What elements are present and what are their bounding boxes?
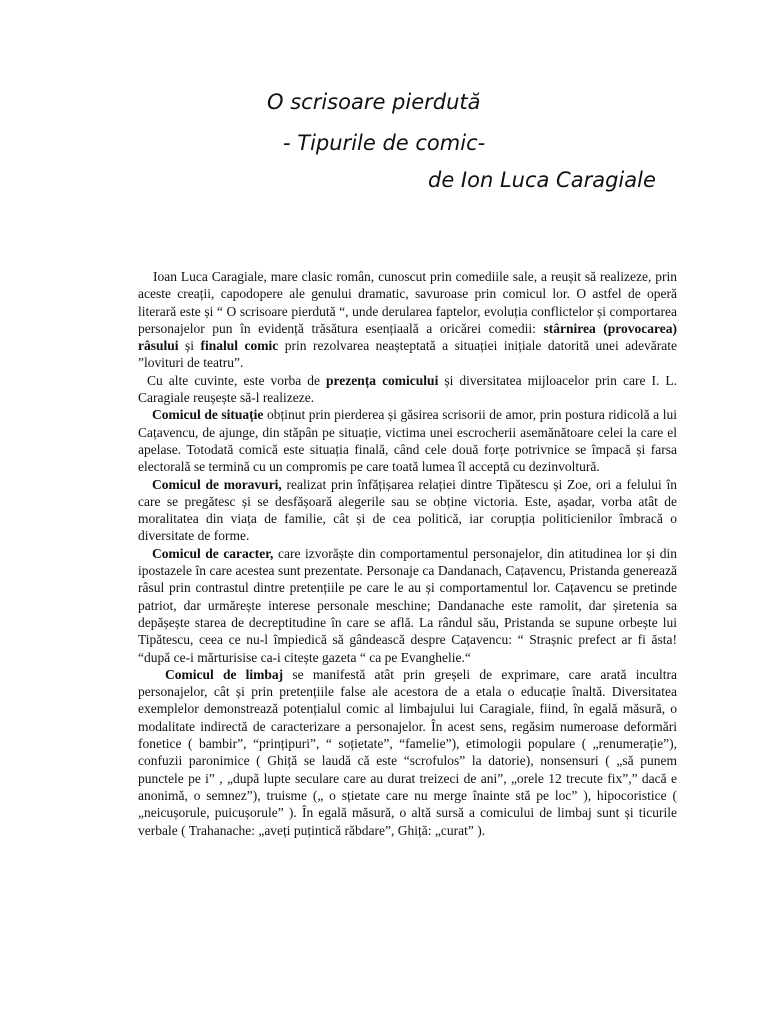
text-run: Ioan Luca Caragiale, mare clasic român, cunoscut prin comediile sale, a reușit să realizeze, prin aceste creații, capodopere ale genului dramatic, savuroase prin comicul lor. O astfel de operă literară este și “ O scrisoare pierdută “, unde derularea faptelor, evoluția conflictelor și comportarea personajelor pun în evidență trăsătura esențiaală a oricărei comedii:: [138, 269, 677, 336]
paragraph-moral-comic: [138, 476, 677, 545]
bold-term: finalul comic: [200, 338, 279, 354]
bold-term: Comicul de situație: [152, 407, 264, 423]
text-run: realizat prin înfățișarea relației dintre Tipătescu și Zoe, ori a felului în care se pregătesc și se desfășoară alegerile sau se obține victoria. Este, așadar, vorba atât de moralitatea din viața de familie, cât și de cea politică, iar corupția politicienilor îmbracă o diversitate de forme.: [138, 476, 677, 544]
text-run: obținut prin pierderea și găsirea scrisorii de amor, prin postura ridicolă a lui Cațavencu, de ajunge, din stăpân pe situație, victima unei escrocherii asemănătoare celei la care el apelase. Totodată comică este situația finală, când cele două forțe potrivnice se împacă și farsa electorală se termină cu un compromis pe care toată lumea îl acceptă cu dezinvoltură.: [138, 407, 677, 475]
text-run: și: [178, 338, 201, 354]
text-run: și diversitatea mijloacelor prin care I. L. Caragiale reușește să-l realizeze.: [138, 372, 677, 406]
text-run: prin rezolvarea neașteptată a situației inițiale datorită unei adevărate ”lovituri de teatru”.: [138, 338, 677, 371]
essay-body: [138, 268, 677, 839]
paragraph-comic-presence: [138, 372, 677, 407]
text-run: Cu alte cuvinte, este vorba de: [147, 372, 327, 388]
title-line-1: O scrisoare pierdută: [267, 90, 481, 114]
paragraph-character-comic: [138, 545, 677, 666]
paragraph-language-comic: [138, 666, 677, 839]
title-author-line: de Ion Luca Caragiale: [428, 168, 656, 192]
bold-term: Comicul de moravuri,: [152, 476, 282, 492]
bold-term: Comicul de caracter,: [152, 545, 274, 561]
bold-term: stârnirea (provocarea) râsului: [138, 320, 677, 354]
text-run: se manifestă atât prin greșeli de exprimare, care arată incultra personajelor, cât și prin pretențiile false ale acestora de a etala o educație înaltă. Diversitatea exemplelor demonstrează potențialul comic al limbajului lui Caragiale, fiind, în egală măsură, o modalitate indirectă de caracterizare a personajelor. În acest sens, regăsim numeroase deformări fonetice ( bambir”, “prințipuri”, “ soțietate”, “famelie”), etimologii populare ( „renumerație”), confuzii paronimice ( Ghiță se laudă că este “scrofulos” la datorie), nonsensuri ( „să punem punctele pe i” , „după lupte seculare care au durat treizeci de ani”, „orele 12 trecute fix”,” dacă e anonimă, o semnez”), truisme („ o sțietate care nu merge înainte stă pe loc” ), hipocoristice ( „neicușorule, puicușorule” ). În egală măsură, o altă sursă a comicului de limbaj sunt și ticurile verbale ( Trahanache: „aveți puțintică răbdare”, Ghiță: „curat” ).: [138, 666, 677, 838]
bold-term: prezența comicului: [326, 372, 439, 388]
title-line-2: - Tipurile de comic-: [283, 131, 486, 155]
text-run: care izvorăște din comportamentul personajelor, din atitudinea lor și din ipostazele în care acestea sunt prezentate. Personaje ca Dandanach, Cațavencu, Pristanda generează râsul prin contrastul dintre pretențiile pe care le au și comportamentul lor. Cațavencu se pretinde patriot, dar urmărește interese personale meschine; Dandanache este ramolit, dar șiretenia sa depășește starea de decreptitudine în care se află. La rândul său, Pristanda se supune orbește lui Tipătescu, ceea ce nu-l împiedică să gândească despre Cațavencu: “ Strașnic prefect ar fi ăsta! “după ce-i mărturisise ca-i citește gazeta “ ca pe Evanghelie.“: [138, 545, 677, 665]
bold-term: Comicul de limbaj: [165, 666, 284, 682]
paragraph-introduction: [138, 268, 677, 372]
paragraph-situation-comic: [138, 406, 677, 475]
